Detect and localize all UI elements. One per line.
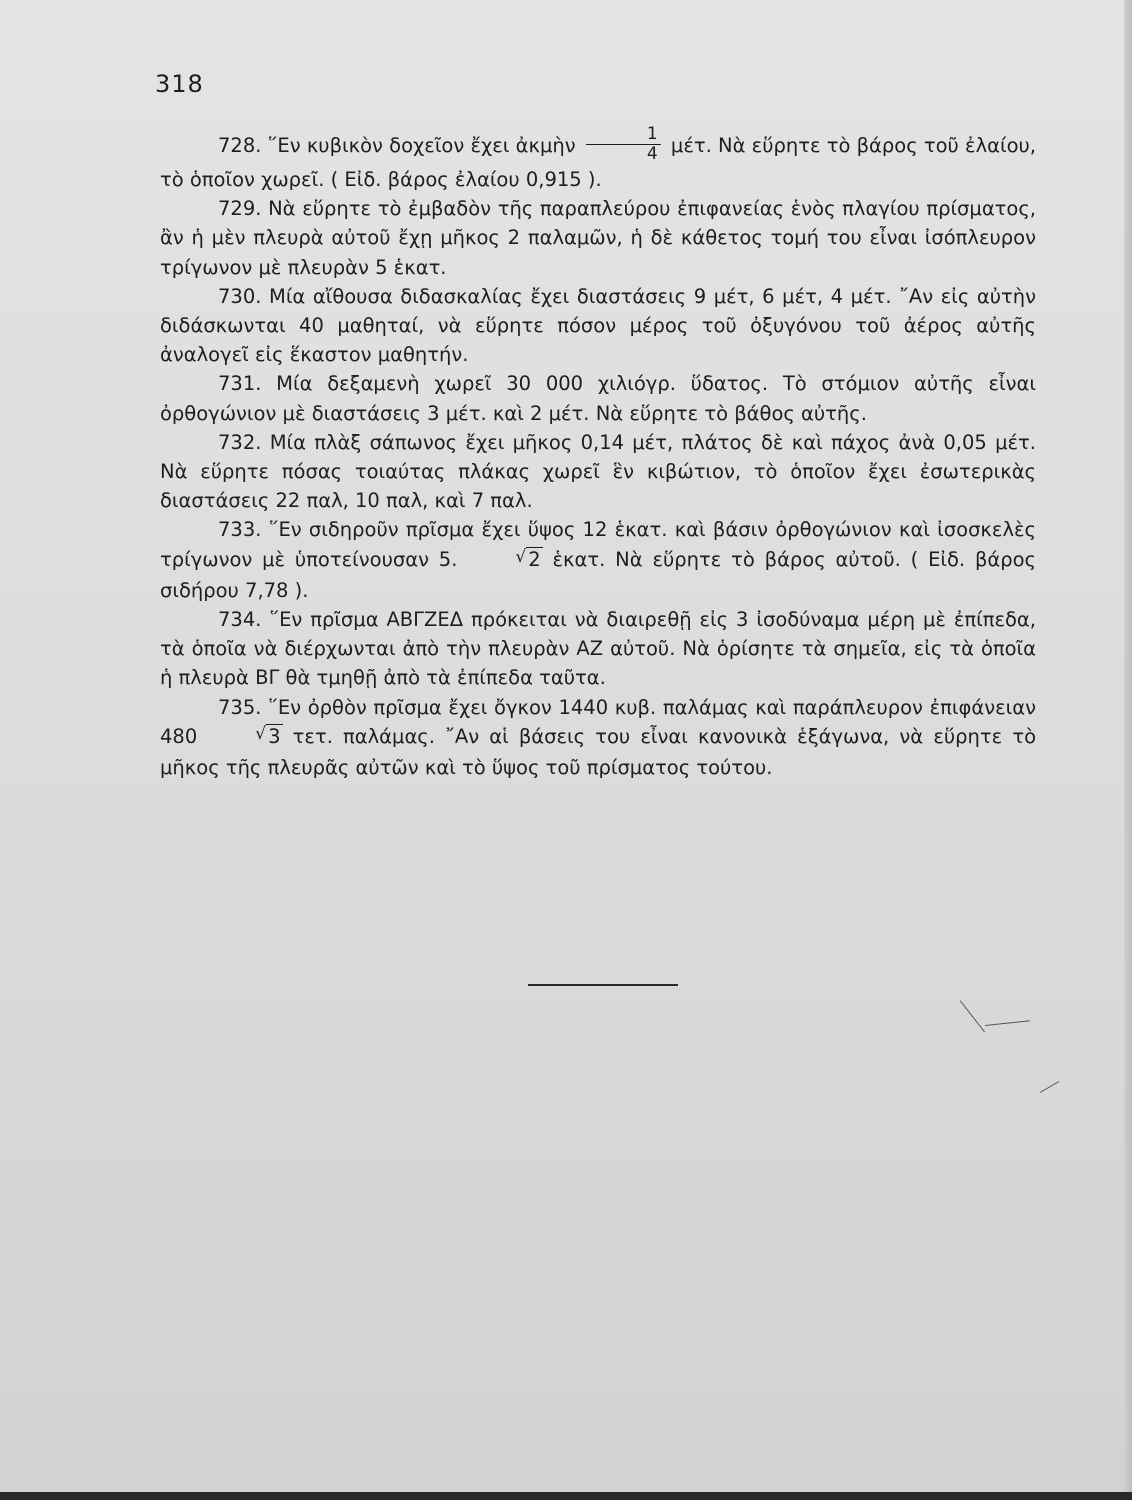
problem-733-text-before: 733. ῞Εν σιδηροῦν πρῖσμα ἔχει ὕψος 12 ἑκατ. καὶ βάσιν ὀρθογώνιον καὶ ἰσοσκελὲς τρίγωνον μὲ ὑποτείνουσαν 5. [160, 518, 1036, 571]
problem-730: 730. Μία αἴθουσα διδασκαλίας ἔχει διαστάσεις 9 μέτ, 6 μέτ, 4 μέτ. ῎Αν εἰς αὐτὴν διδάσκωνται 40 μαθηταί, νὰ εὕρητε πόσον μέρος τοῦ ὀξυγόνου τοῦ ἀέρος αὐτῆς ἀναλογεῖ εἰς ἕκαστον μαθητήν. [160, 284, 1036, 367]
fraction-one-quarter [586, 126, 661, 163]
pencil-mark [960, 1000, 985, 1032]
problem-735 [160, 693, 1036, 783]
problem-733 [160, 515, 1036, 605]
fraction-denominator: 4 [646, 144, 658, 164]
square-root-3 [197, 722, 282, 753]
radical-sign: √ [515, 546, 527, 567]
radical-sign: √ [255, 723, 267, 744]
radicand: 3 [268, 724, 281, 748]
problem-731: 731. Μία δεξαμενὴ χωρεῖ 30 000 χιλιόγρ. ὕδατος. Τὸ στόμιον αὐτῆς εἶναι ὀρθογώνιον μὲ διαστάσεις 3 μέτ. καὶ 2 μέτ. Νὰ εὕρητε τὸ βάθος αὐτῆς. [160, 372, 1036, 425]
square-root-2 [457, 545, 542, 576]
radicand: 2 [528, 547, 541, 571]
fraction-numerator: 1 [586, 126, 661, 145]
problem-735-text-after: τετ. παλάμας. ῎Αν αἱ βάσεις του εἶναι κανονικὰ ἑξάγωνα, νὰ εὕρητε τὸ μῆκος τῆς πλευρᾶς αὐτῶν καὶ τὸ ὕψος τοῦ πρίσματος τούτου. [160, 724, 1036, 780]
problem-list [160, 124, 1037, 782]
pencil-mark [1040, 1081, 1060, 1093]
problem-733-text-after: ἑκατ. Νὰ εὕρητε τὸ βάρος αὐτοῦ. ( Εἰδ. βάρος σιδήρου 7,78 ). [160, 547, 1037, 602]
page-number: 318 [155, 70, 204, 98]
problem-728-text-after: μέτ. Νὰ εὕρητε τὸ βάρος τοῦ ἐλαίου, τὸ ὁποῖον χωρεῖ. ( Εἰδ. βάρος ἐλαίου 0,915 ). [160, 134, 1036, 191]
problem-729: 729. Νὰ εὕρητε τὸ ἐμβαδὸν τῆς παραπλεύρου ἐπιφανείας ἑνὸς πλαγίου πρίσματος, ἂν ἡ μὲν πλευρὰ αὐτοῦ ἔχῃ μῆκος 2 παλαμῶν, ἡ δὲ κάθετος τομή του εἶναι ἰσόπλευρον τρίγωνον μὲ πλευρὰν 5 ἑκατ. [160, 197, 1036, 279]
problem-728 [160, 124, 1036, 194]
page-edge-shadow [1124, 0, 1132, 1500]
section-divider [528, 984, 678, 986]
problem-734: 734. ῞Εν πρῖσμα ΑΒΓΖΕΔ πρόκειται νὰ διαιρεθῇ εἰς 3 ἰσοδύναμα μέρη μὲ ἐπίπεδα, τὰ ὁποῖα νὰ διέρχωνται ἀπὸ τὴν πλευρὰν ΑΖ αὐτοῦ. Νὰ ὁρίσητε τὰ σημεῖα, εἰς τὰ ὁποῖα ἡ πλευρὰ ΒΓ θὰ τμηθῇ ἀπὸ τὰ ἐπίπεδα ταῦτα. [160, 608, 1036, 690]
problem-732: 732. Μία πλὰξ σάπωνος ἔχει μῆκος 0,14 μέτ, πλάτος δὲ καὶ πάχος ἀνὰ 0,05 μέτ. Νὰ εὕρητε πόσας τοιαύτας πλάκας χωρεῖ ἓν κιβώτιον, τὸ ὁποῖον ἔχει ἐσωτερικὰς διαστάσεις 22 παλ, 10 παλ, καὶ 7 παλ. [160, 430, 1036, 513]
pencil-mark [985, 1020, 1030, 1026]
scan-bottom-edge [0, 1492, 1132, 1500]
problem-728-text-before: 728. ῞Εν κυβικὸν δοχεῖον ἔχει ἀκμὴν [218, 134, 576, 157]
problem-735-text-before: 735. ῞Εν ὀρθὸν πρῖσμα ἔχει ὄγκον 1440 κυβ. παλάμας καὶ παράπλευρον ἐπιφάνειαν 480 [160, 695, 1036, 748]
